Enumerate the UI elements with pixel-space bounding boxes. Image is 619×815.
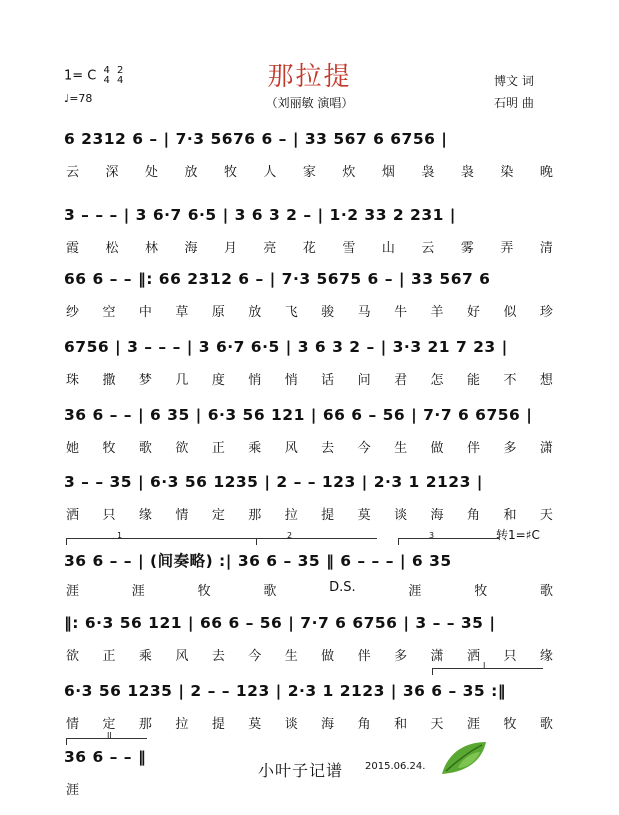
lyric-syllable: 多 [503,441,517,456]
lyric-syllable: 袅 [421,165,435,180]
modulation-mark: 转1=♯C [496,528,540,542]
lyric-syllable: 牧 [503,717,517,732]
lyricist-credit: 博文 词 [494,74,534,88]
key-label: 1= C [64,68,97,84]
lyric-syllable: 晚 [539,165,553,180]
lyric-syllable: 涯 [408,584,422,599]
lyric-syllable: 莫 [248,717,262,732]
lyric-syllable: 雾 [460,241,474,256]
lyric-syllable: 马 [357,305,371,320]
lyric-syllable: 染 [500,165,514,180]
lyric-syllable: 情 [66,717,80,732]
lyric-syllable: 涯 [66,584,80,599]
lyric-syllable: 飞 [284,305,298,320]
lyric-syllable: 和 [394,717,408,732]
lyric-syllable: 骏 [321,305,335,320]
lyric-line-10 [66,779,553,798]
lyric-syllable: 烟 [381,165,395,180]
lyric-syllable: 怎 [430,373,444,388]
lyric-syllable: 拉 [284,508,298,523]
lyric-syllable: 生 [284,649,298,664]
lyric-syllable: 牧 [223,165,237,180]
lyric-syllable: 去 [321,441,335,456]
time-signature-a: 4 4 [103,65,110,86]
lyric-syllable: 那 [248,508,262,523]
volta-bracket-I: I [432,668,543,675]
composer-credit: 石明 曲 [494,96,534,110]
lyric-syllable: 天 [539,508,553,523]
lyric-syllable: 霞 [66,241,80,256]
notation-line-4: 6756 | 3 – – – | 3 6·7 6·5 | 3 6 3 2 – | 3·3 21 7 23 | [64,338,508,356]
lyric-syllable: 谈 [284,717,298,732]
lyric-syllable: 洒 [466,649,480,664]
lyric-line-7 [66,580,553,599]
lyric-syllable: 欲 [175,441,189,456]
lyric-syllable: 提 [211,717,225,732]
lyric-syllable: 正 [211,441,225,456]
lyric-syllable: D.S. [329,580,356,595]
lyric-syllable: 想 [539,373,553,388]
song-title: 那拉提 [267,62,352,92]
lyric-syllable: 海 [321,717,335,732]
lyric-syllable: 欲 [66,649,80,664]
lyric-syllable: 歌 [539,717,553,732]
lyric-syllable: 悄 [248,373,262,388]
lyric-syllable: 今 [248,649,262,664]
footer-signature: 小叶子记谱 [258,761,344,780]
green-leaf-icon [438,738,490,778]
lyric-syllable: 洒 [66,508,80,523]
lyric-syllable: 海 [184,241,198,256]
notation-line-5: 36 6 – – | 6 35 | 6·3 56 121 | 66 6 – 56 | 7·7 6 6756 | [64,406,533,424]
notation-line-9: 6·3 56 1235 | 2 – – 123 | 2·3 1 2123 | 36 6 – 35 :‖ [64,682,507,700]
lyric-line-8 [66,645,553,664]
time-signature-b: 2 4 [117,65,124,86]
lyric-syllable: 风 [284,441,298,456]
lyric-syllable: 炊 [342,165,356,180]
lyric-syllable: 天 [430,717,444,732]
lyric-syllable: 好 [466,305,480,320]
lyric-syllable: 纱 [66,305,80,320]
lyric-syllable: 定 [211,508,225,523]
lyric-syllable: 原 [211,305,225,320]
lyric-syllable: 松 [105,241,119,256]
lyric-syllable: 定 [102,717,116,732]
volta-bracket-3: 3 [398,538,499,545]
notation-line-2: 3 – – – | 3 6·7 6·5 | 3 6 3 2 – | 1·2 33 2 231 | [64,206,456,224]
lyric-syllable: 悄 [284,373,298,388]
notation-line-7: 36 6 – – | (间奏略) :| 36 6 – 35 ‖ 6 – – – | 6 35 [64,552,452,570]
lyric-syllable: 云 [421,241,435,256]
lyric-syllable: 缘 [138,508,152,523]
lyric-syllable: 梦 [138,373,152,388]
lyric-line-2 [66,237,553,256]
lyric-syllable: 歌 [263,584,277,599]
lyric-syllable: 多 [394,649,408,664]
lyric-syllable: 雪 [342,241,356,256]
lyric-syllable: 花 [302,241,316,256]
lyric-syllable: 羊 [430,305,444,320]
lyric-syllable: 谈 [394,508,408,523]
lyric-line-6 [66,504,553,523]
notation-line-1: 6 2312 6 – | 7·3 5676 6 – | 33 567 6 6756 | [64,130,448,148]
lyric-syllable: 做 [430,441,444,456]
lyric-syllable: 云 [66,165,80,180]
lyric-syllable: 莫 [357,508,371,523]
lyric-syllable: 似 [503,305,517,320]
lyric-syllable: 人 [263,165,277,180]
lyric-syllable: 角 [357,717,371,732]
lyric-syllable: 中 [138,305,152,320]
lyric-syllable: 袅 [460,165,474,180]
lyric-syllable: 牧 [474,584,488,599]
lyric-syllable: 拉 [175,717,189,732]
lyric-syllable: 正 [102,649,116,664]
lyric-syllable: 林 [144,241,158,256]
lyric-syllable: 情 [175,508,189,523]
lyric-line-1 [66,161,553,180]
lyric-syllable: 不 [503,373,517,388]
lyric-syllable: 度 [211,373,225,388]
lyric-syllable: 深 [105,165,119,180]
lyric-syllable: 牛 [394,305,408,320]
notation-line-6: 3 – – 35 | 6·3 56 1235 | 2 – – 123 | 2·3 1 2123 | [64,473,483,491]
lyric-syllable: 话 [321,373,335,388]
tempo-mark: ♩=78 [64,92,93,105]
lyric-line-9 [66,713,553,732]
lyric-syllable: 和 [503,508,517,523]
lyric-line-3 [66,301,553,320]
lyric-syllable: 伴 [357,649,371,664]
lyric-syllable: 涯 [131,584,145,599]
lyric-syllable: 去 [211,649,225,664]
lyric-syllable: 空 [102,305,116,320]
lyric-syllable: 弄 [500,241,514,256]
singer-credit: （刘丽敏 演唱） [265,96,354,110]
volta-bracket-2: 2 [256,538,377,545]
lyric-syllable: 乘 [248,441,262,456]
lyric-syllable: 做 [321,649,335,664]
lyric-syllable: 清 [539,241,553,256]
lyric-syllable: 珍 [539,305,553,320]
lyric-line-5 [66,437,553,456]
lyric-syllable: 几 [175,373,189,388]
lyric-syllable: 放 [248,305,262,320]
lyric-syllable: 风 [175,649,189,664]
lyric-syllable: 问 [357,373,371,388]
key-signature [64,66,123,86]
lyric-syllable: 歌 [539,584,553,599]
lyric-syllable: 潇 [539,441,553,456]
lyric-syllable: 牧 [197,584,211,599]
footer-date: 2015.06.24. [365,761,426,772]
lyric-syllable: 潇 [430,649,444,664]
lyric-syllable: 涯 [466,717,480,732]
notation-line-10: 36 6 – – ‖ [64,748,147,766]
lyric-syllable: 只 [503,649,517,664]
lyric-syllable: 海 [430,508,444,523]
lyric-line-4 [66,369,553,388]
lyric-syllable: 乘 [138,649,152,664]
lyric-syllable: 能 [466,373,480,388]
lyric-syllable: 处 [144,165,158,180]
lyric-syllable: 歌 [138,441,152,456]
lyric-syllable: 放 [184,165,198,180]
lyric-syllable: 提 [321,508,335,523]
lyric-syllable: 只 [102,508,116,523]
volta-bracket-II: II [66,738,147,745]
lyric-syllable: 山 [381,241,395,256]
notation-line-8: ‖: 6·3 56 121 | 66 6 – 56 | 7·7 6 6756 | 3 – – 35 | [64,614,496,632]
lyric-syllable: 缘 [539,649,553,664]
lyric-syllable: 珠 [66,373,80,388]
lyric-syllable: 涯 [66,783,80,798]
lyric-syllable: 君 [394,373,408,388]
lyric-syllable: 角 [466,508,480,523]
lyric-syllable: 亮 [263,241,277,256]
lyric-syllable: 撒 [102,373,116,388]
notation-line-3: 66 6 – – ‖: 66 2312 6 – | 7·3 5675 6 – | 33 567 6 [64,270,491,288]
lyric-syllable: 伴 [466,441,480,456]
lyric-syllable: 草 [175,305,189,320]
lyric-syllable: 牧 [102,441,116,456]
lyric-syllable: 月 [223,241,237,256]
lyric-syllable: 那 [138,717,152,732]
lyric-syllable: 她 [66,441,80,456]
lyric-syllable: 家 [302,165,316,180]
lyric-syllable: 生 [394,441,408,456]
lyric-syllable: 今 [357,441,371,456]
volta-bracket-1: 1 [66,538,267,545]
